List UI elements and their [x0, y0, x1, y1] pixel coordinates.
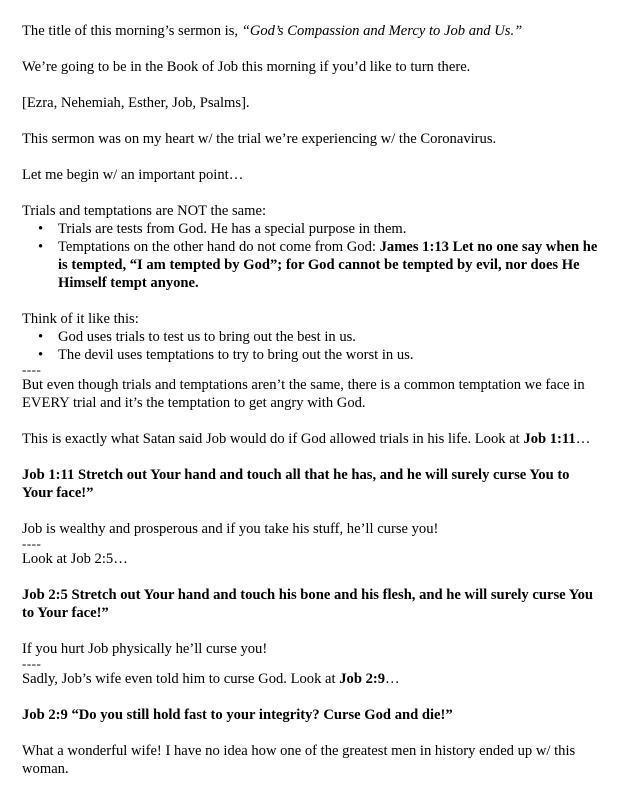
- books-list-paragraph: [Ezra, Nehemiah, Esther, Job, Psalms].: [22, 95, 250, 111]
- sermon-title: “God’s Compassion and Mercy to Job and Us.”: [241, 23, 523, 39]
- look-at-job-2-5-paragraph: Look at Job 2:5…: [22, 551, 128, 567]
- job-wealthy-paragraph: Job is wealthy and prosperous and if you take his stuff, he’ll curse you!: [22, 521, 439, 537]
- job-1-11-verse: Job 1:11 Stretch out Your hand and touch all that he has, and he will surely curse You to Your face!”: [22, 467, 570, 501]
- scripture-reference: Job 1:11: [523, 431, 576, 447]
- list-item: [58, 346, 602, 364]
- list-item-text: Temptations on the other hand do not come from God:: [58, 239, 380, 255]
- trials-temptations-paragraph: Trials and temptations are NOT the same:: [22, 203, 266, 219]
- common-temptation-paragraph: But even though trials and temptations aren’t the same, there is a common temptation we face in EVERY trial and it’s the temptation to get angry with God.: [22, 377, 585, 411]
- sermon-title-paragraph: [22, 22, 602, 40]
- job-2-9-verse: Job 2:9 “Do you still hold fast to your integrity? Curse God and die!”: [22, 707, 453, 723]
- list-item-text: Trials are tests from God. He has a special purpose in them.: [58, 221, 407, 237]
- job-2-5-verse: Job 2:5 Stretch out Your hand and touch his bone and his flesh, and he will surely curse You to Your face!”: [22, 587, 594, 621]
- hurt-job-paragraph: If you hurt Job physically he’ll curse you!: [22, 641, 268, 657]
- separator: ----: [22, 656, 42, 671]
- list-item: [58, 220, 602, 238]
- important-point-paragraph: Let me begin w/ an important point…: [22, 167, 244, 183]
- coronavirus-paragraph: This sermon was on my heart w/ the trial we’re experiencing w/ the Coronavirus.: [22, 131, 497, 147]
- list-item: [58, 238, 602, 292]
- list-item: [58, 328, 602, 346]
- satan-paragraph: [22, 430, 602, 448]
- separator: ----: [22, 536, 42, 551]
- satan-text: This is exactly what Satan said Job would do if God allowed trials in his life. Look at: [22, 431, 524, 447]
- list-item-text: God uses trials to test us to bring out the best in us.: [58, 329, 356, 345]
- think-paragraph: Think of it like this:: [22, 311, 139, 327]
- job-wife-text: Sadly, Job’s wife even told him to curse God. Look at: [22, 671, 340, 687]
- james-verse: James 1:13 Let no one say when he is tempted, “I am tempted by God”; for God cannot be tempted by evil, nor does He Himself tempt anyone.: [58, 239, 598, 291]
- job-wife-paragraph: [22, 670, 602, 688]
- trials-temptations-list: [22, 220, 602, 292]
- ellipsis: …: [385, 671, 400, 687]
- scripture-reference: Job 2:9: [339, 671, 386, 687]
- document-page: [22, 22, 602, 796]
- sermon-title-intro: The title of this morning’s sermon is,: [22, 23, 242, 39]
- wonderful-wife-paragraph: What a wonderful wife! I have no idea how one of the greatest men in history ended up w/ this woman.: [22, 743, 576, 777]
- god-devil-list: [22, 328, 602, 364]
- ellipsis: …: [575, 431, 591, 447]
- separator: ----: [22, 362, 42, 377]
- book-of-job-paragraph: We’re going to be in the Book of Job this morning if you’d like to turn there.: [22, 59, 471, 75]
- list-item-text: The devil uses temptations to try to bring out the worst in us.: [58, 347, 414, 363]
